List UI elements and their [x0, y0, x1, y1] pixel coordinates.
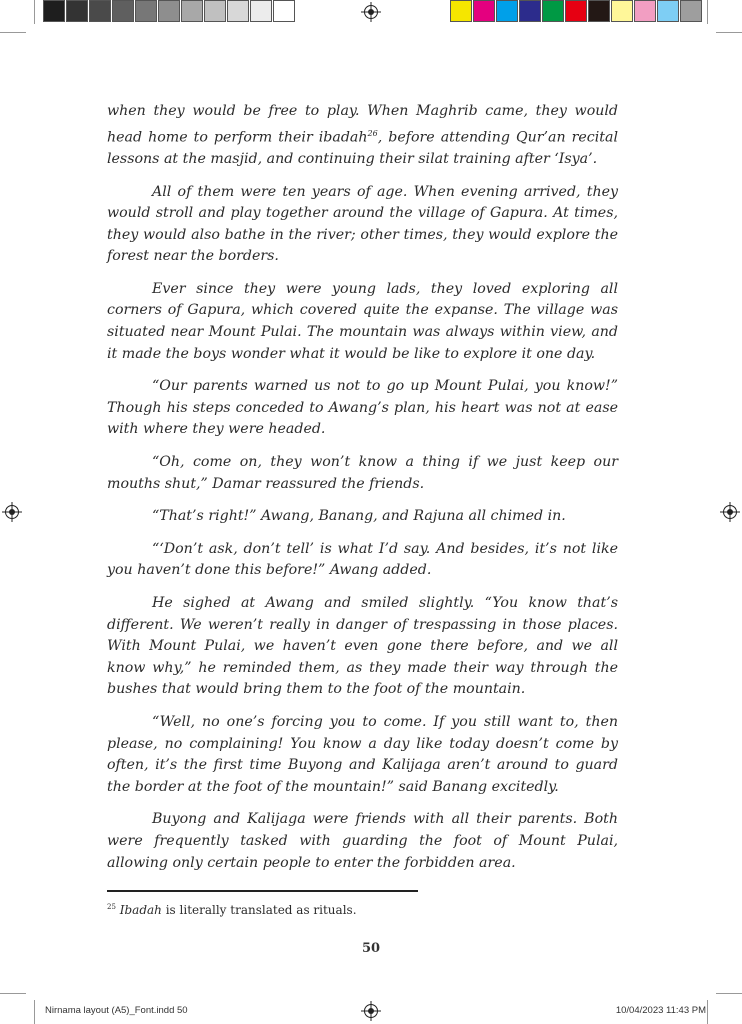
registration-mark-right-icon	[723, 505, 737, 519]
footnote-rule	[107, 890, 418, 892]
process-color-bar	[450, 0, 703, 23]
trim-mark	[34, 1000, 35, 1024]
color-swatch	[542, 0, 564, 22]
color-swatch	[496, 0, 518, 22]
paragraph: “Well, no one’s forcing you to come. If you still want to, then please, no complaining! You know a day like today doesn’t come by often, it’s the first time Buyong and Kalijaga aren’t around to guard the border at the foot of the mountain!” said Banang excitedly.	[107, 713, 618, 795]
color-swatch	[519, 0, 541, 22]
paragraph: “That’s right!” Awang, Banang, and Rajuna all chimed in.	[152, 508, 566, 525]
color-swatch	[227, 0, 249, 22]
slug-filename: Nirnama layout (A5)_Font.indd 50	[45, 1005, 188, 1016]
paragraph: “Our parents warned us not to go up Mount Pulai, you know!” Though his steps conceded to Awang’s plan, his heart was not at ease with where they were headed.	[107, 378, 618, 438]
footnote-term: Ibadah	[119, 903, 162, 917]
body-text	[107, 101, 618, 885]
grayscale-color-bar	[43, 0, 296, 23]
paragraph: All of them were ten years of age. When evening arrived, they would stroll and play together around the village of Gapura. At times, they would also bathe in the river; other times, they would explore the forest near the borders.	[107, 183, 618, 265]
paragraph: “Oh, come on, they won’t know a thing if we just keep our mouths shut,” Damar reassured the friends.	[107, 454, 618, 492]
color-swatch	[657, 0, 679, 22]
color-swatch	[204, 0, 226, 22]
trim-mark	[707, 1000, 708, 1024]
registration-mark-top-icon	[364, 5, 378, 19]
color-swatch	[135, 0, 157, 22]
color-swatch	[273, 0, 295, 22]
footnote-reference: 26	[367, 128, 378, 138]
paragraph: Ever since they were young lads, they loved exploring all corners of Gapura, which covered quite the expanse. The village was situated near Mount Pulai. The mountain was always within view, and it made the boys wonder what it would be like to explore it one day.	[107, 280, 618, 362]
trim-mark	[716, 993, 742, 994]
color-swatch	[565, 0, 587, 22]
slug-date: 10/04/2023 11:43 PM	[615, 1005, 706, 1016]
color-swatch	[680, 0, 702, 22]
color-swatch	[634, 0, 656, 22]
footnote-text: is literally translated as rituals.	[161, 903, 357, 917]
page-number: 50	[361, 941, 381, 956]
color-swatch	[473, 0, 495, 22]
registration-mark-left-icon	[5, 505, 19, 519]
trim-mark	[0, 32, 26, 33]
color-swatch	[43, 0, 65, 22]
color-swatch	[588, 0, 610, 22]
trim-mark	[716, 32, 742, 33]
paragraph: He sighed at Awang and smiled slightly. “You know that’s different. We weren’t really in danger of trespassing in those places. With Mount Pulai, we haven’t even gone there before, and we all know why,” he reminded them, as they made their way through the bushes that would bring them to the foot of the mountain.	[107, 595, 618, 698]
color-swatch	[450, 0, 472, 22]
trim-mark	[0, 993, 26, 994]
registration-mark-bottom-icon	[364, 1004, 378, 1018]
color-swatch	[181, 0, 203, 22]
color-swatch	[89, 0, 111, 22]
color-swatch	[250, 0, 272, 22]
color-swatch	[611, 0, 633, 22]
paragraph: Buyong and Kalijaga were friends with all their parents. Both were frequently tasked with guarding the foot of Mount Pulai, allowing only certain people to enter the forbidden area.	[107, 811, 618, 871]
footnote-number: 25	[107, 903, 116, 911]
footnote	[107, 903, 357, 917]
trim-mark	[707, 0, 708, 24]
trim-mark	[34, 0, 35, 24]
color-swatch	[112, 0, 134, 22]
color-swatch	[158, 0, 180, 22]
paragraph: “‘Don’t ask, don’t tell’ is what I’d say. And besides, it’s not like you haven’t done this before!” Awang added.	[107, 540, 618, 579]
color-swatch	[66, 0, 88, 22]
paragraph: when they would be free to play. When Maghrib came, they would head home to perform their ibadah$^{26}$, before attending Qur’an recital lessons at the masjid, and continuing their silat training after ‘Isya’.	[107, 103, 618, 167]
